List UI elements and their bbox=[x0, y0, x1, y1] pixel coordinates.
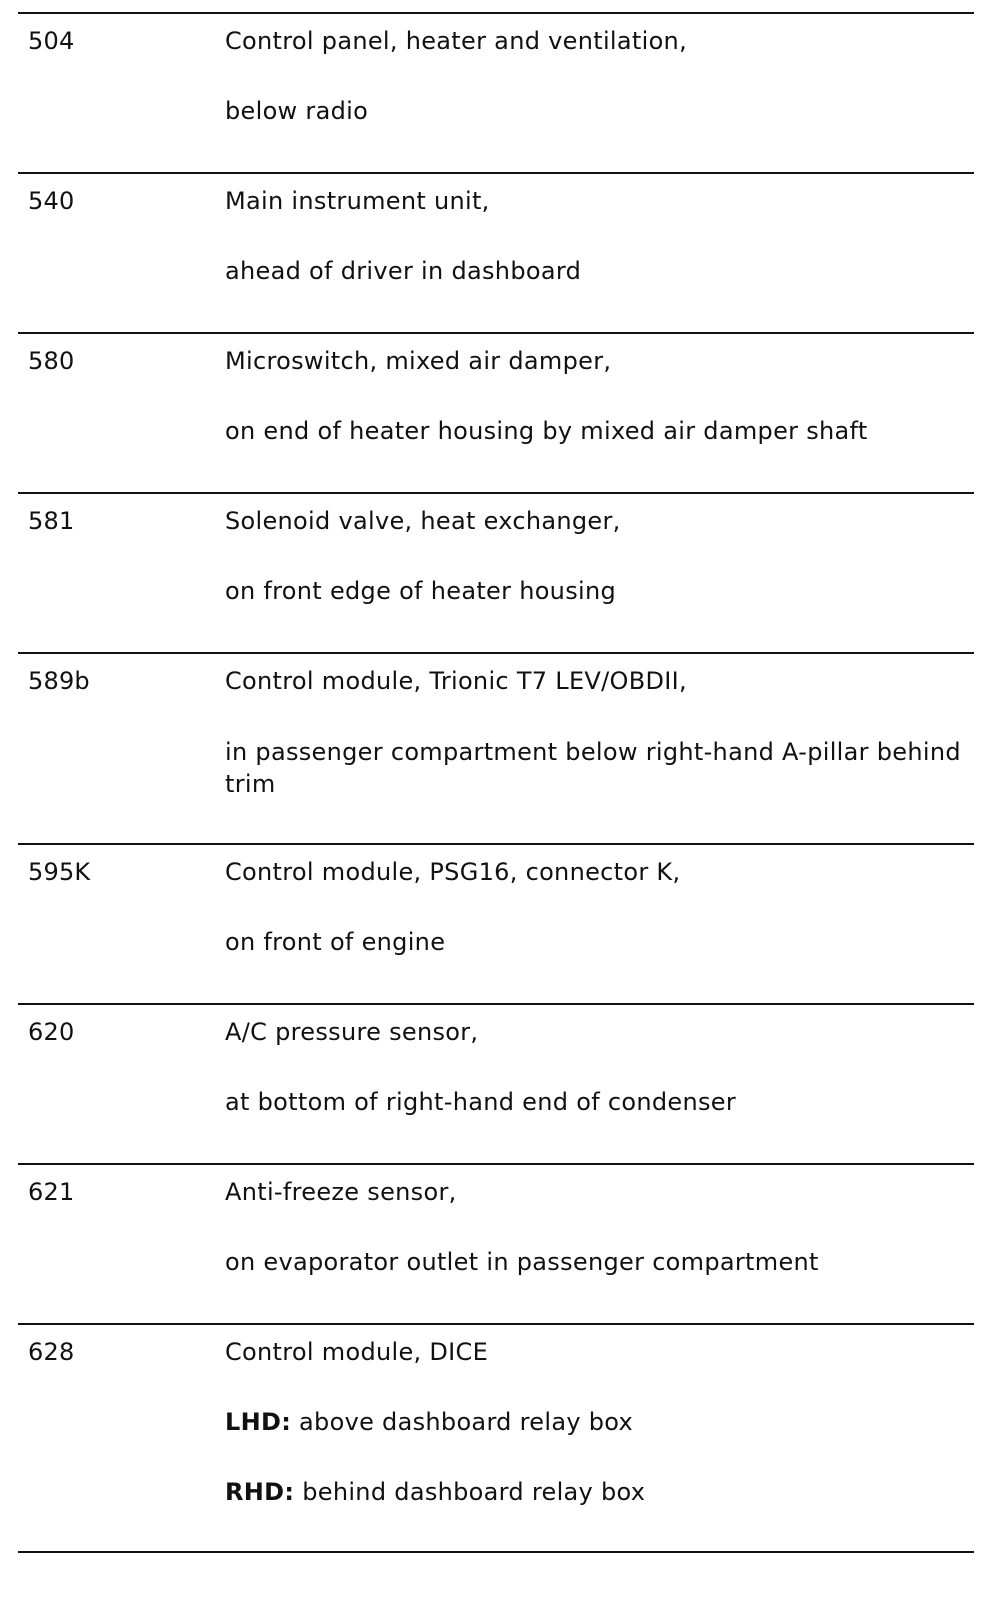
component-location: on front edge of heater housing bbox=[225, 577, 617, 605]
component-code: 595K bbox=[28, 858, 91, 886]
component-name: Control panel, heater and ventilation, bbox=[225, 27, 687, 55]
lhd-location: above dashboard relay box bbox=[291, 1408, 634, 1436]
table-row bbox=[18, 843, 974, 1003]
component-description bbox=[225, 1177, 970, 1277]
component-location-lhd bbox=[225, 1407, 970, 1437]
table-row bbox=[18, 652, 974, 843]
rhd-label: RHD: bbox=[225, 1478, 295, 1506]
component-code: 504 bbox=[28, 27, 75, 55]
component-code: 580 bbox=[28, 347, 75, 375]
component-name: Control module, PSG16, connector K, bbox=[225, 858, 681, 886]
table-row bbox=[18, 1003, 974, 1163]
component-name: Solenoid valve, heat exchanger, bbox=[225, 507, 621, 535]
component-location: in passenger compartment below right-hand A-pillar behind trim bbox=[225, 738, 961, 798]
component-description bbox=[225, 857, 970, 957]
component-description bbox=[225, 346, 970, 446]
component-location: on evaporator outlet in passenger compartment bbox=[225, 1248, 819, 1276]
component-location: on front of engine bbox=[225, 928, 446, 956]
table-row bbox=[18, 12, 974, 172]
component-code: 628 bbox=[28, 1338, 75, 1366]
component-description bbox=[225, 506, 970, 606]
component-code: 621 bbox=[28, 1178, 75, 1206]
table-row bbox=[18, 1323, 974, 1551]
component-name: Anti-freeze sensor, bbox=[225, 1178, 457, 1206]
component-description bbox=[225, 1017, 970, 1117]
component-location-rhd bbox=[225, 1477, 970, 1507]
component-code: 620 bbox=[28, 1018, 75, 1046]
table-row bbox=[18, 332, 974, 492]
component-location: on end of heater housing by mixed air damper shaft bbox=[225, 417, 868, 445]
component-name: Control module, DICE bbox=[225, 1338, 489, 1366]
table-bottom-rule bbox=[18, 1551, 974, 1553]
table-row bbox=[18, 1163, 974, 1323]
component-code: 540 bbox=[28, 187, 75, 215]
component-location: below radio bbox=[225, 97, 369, 125]
component-code: 581 bbox=[28, 507, 75, 535]
component-location: at bottom of right-hand end of condenser bbox=[225, 1088, 737, 1116]
lhd-label: LHD: bbox=[225, 1408, 292, 1436]
component-code: 589b bbox=[28, 667, 90, 695]
component-description bbox=[225, 26, 970, 126]
component-name: Control module, Trionic T7 LEV/OBDII, bbox=[225, 667, 687, 695]
component-description bbox=[225, 666, 970, 800]
component-description bbox=[225, 1337, 970, 1507]
component-location: ahead of driver in dashboard bbox=[225, 257, 582, 285]
component-name: A/C pressure sensor, bbox=[225, 1018, 479, 1046]
table-row bbox=[18, 492, 974, 652]
component-name: Microswitch, mixed air damper, bbox=[225, 347, 612, 375]
table-row bbox=[18, 172, 974, 332]
component-description bbox=[225, 186, 970, 286]
rhd-location: behind dashboard relay box bbox=[294, 1478, 646, 1506]
component-name: Main instrument unit, bbox=[225, 187, 490, 215]
